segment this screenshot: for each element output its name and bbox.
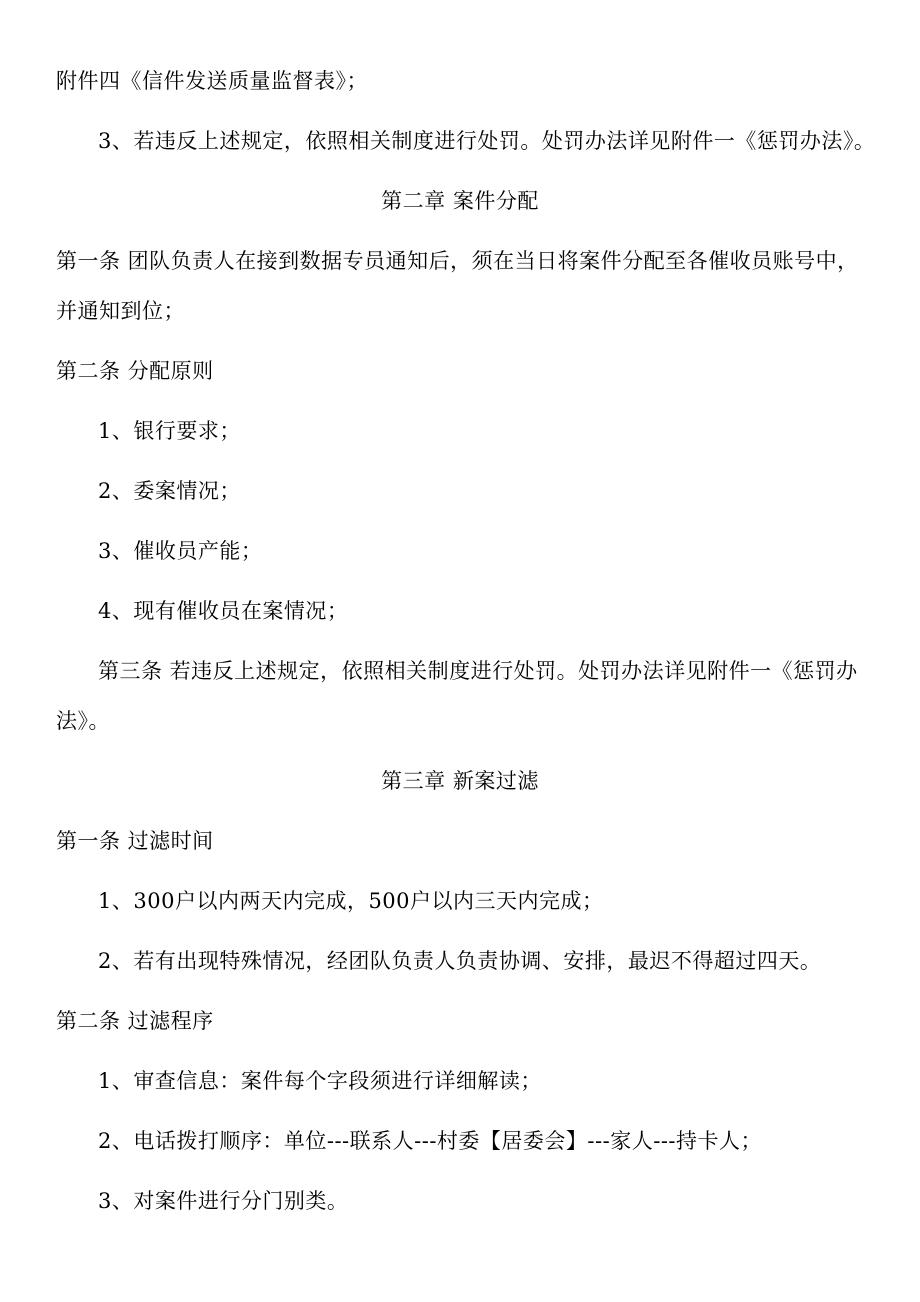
principle-item-1: 1、银行要求； bbox=[98, 419, 241, 443]
penalty-note-line: 3、若违反上述规定，依照相关制度进行处罚。处罚办法详见附件一《惩罚办法》。 bbox=[98, 129, 876, 153]
filter-time-item-1: 1、300户以内两天内完成，500户以内三天内完成； bbox=[98, 889, 604, 913]
attachment-four-line: 附件四《信件发送质量监督表》； bbox=[56, 69, 368, 93]
article-two-heading: 第二条 分配原则 bbox=[56, 359, 214, 383]
article-one-continuation: 并通知到位； bbox=[56, 299, 185, 323]
chapter-two-heading: 第二章 案件分配 bbox=[381, 189, 539, 213]
principle-item-3: 3、催收员产能； bbox=[98, 539, 263, 563]
filter-time-heading: 第一条 过滤时间 bbox=[56, 829, 214, 853]
filter-procedure-item-3: 3、对案件进行分门别类。 bbox=[98, 1189, 349, 1213]
filter-procedure-item-2: 2、电话拨打顺序：单位---联系人---村委【居委会】---家人---持卡人； bbox=[98, 1129, 763, 1153]
filter-time-item-2: 2、若有出现特殊情况，经团队负责人负责协调、安排，最迟不得超过四天。 bbox=[98, 949, 822, 973]
article-one-line: 第一条 团队负责人在接到数据专员通知后，须在当日将案件分配至各催收员账号中， bbox=[56, 249, 859, 273]
chapter-three-heading: 第三章 新案过滤 bbox=[381, 769, 539, 793]
article-three-continuation: 法》。 bbox=[56, 709, 110, 733]
article-three-line: 第三条 若违反上述规定，依照相关制度进行处罚。处罚办法详见附件一《惩罚办 bbox=[98, 659, 858, 683]
principle-item-2: 2、委案情况； bbox=[98, 479, 241, 503]
filter-procedure-heading: 第二条 过滤程序 bbox=[56, 1009, 214, 1033]
filter-procedure-item-1: 1、审查信息：案件每个字段须进行详细解读； bbox=[98, 1069, 542, 1093]
principle-item-4: 4、现有催收员在案情况； bbox=[98, 599, 349, 623]
